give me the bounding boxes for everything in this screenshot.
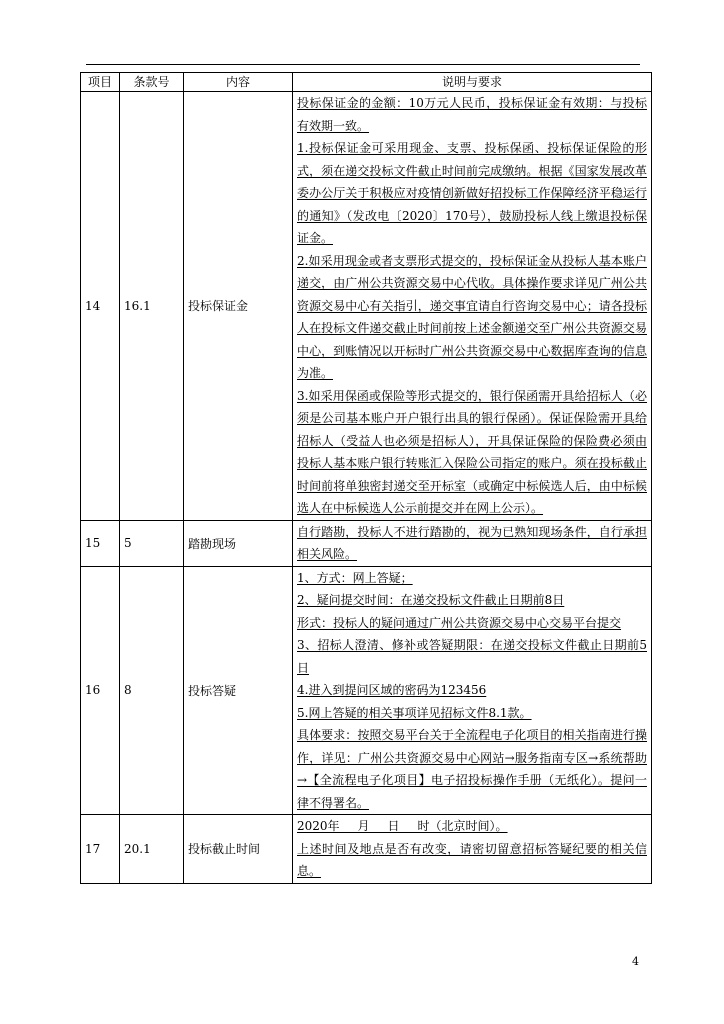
description-line: 4.进入到提问区域的密码为123456 bbox=[297, 683, 487, 697]
page-number: 4 bbox=[632, 955, 639, 968]
description-line: 自行踏勘，投标人不进行踏勘的，视为已熟知现场条件，自行承担相关风险。 bbox=[297, 524, 647, 561]
description-line: 投标保证金的金额：10万元人民币，投标保证金有效期：与投标有效期一致。 bbox=[297, 96, 647, 133]
content-title: 投标截止时间 bbox=[184, 815, 293, 884]
requirements-table bbox=[80, 72, 652, 884]
item-number: 16 bbox=[81, 566, 120, 815]
table-header-row bbox=[81, 73, 652, 92]
header-rule bbox=[86, 64, 640, 65]
header-item: 项目 bbox=[81, 73, 120, 92]
header-clause: 条款号 bbox=[120, 73, 184, 92]
header-content: 内容 bbox=[184, 73, 293, 92]
content-title: 投标保证金 bbox=[184, 92, 293, 521]
content-title: 踏勘现场 bbox=[184, 520, 293, 566]
item-number: 14 bbox=[81, 92, 120, 521]
description-line: 2.如采用现金或者支票形式提交的，投标保证金从投标人基本账户递交，由广州公共资源交易中心代收。具体操作要求详见广州公共资源交易中心有关指引，递交事宜请自行咨询交易中心；请各投标人在投标文件递交截止时间前按上述金额递交至广州公共资源交易中心，到账情况以开标时广州公共资源交易中心数据库查询的信息为准。 bbox=[297, 253, 647, 380]
table-row bbox=[81, 815, 652, 884]
description-line: 5.网上答疑的相关事项详见招标文件8.1款。 bbox=[297, 705, 532, 720]
description-line: 3.如采用保函或保险等形式提交的，银行保函需开具给招标人（必须是公司基本账户开户银行出具的银行保函）。保证保险需开具给招标人（受益人也必须是招标人），开具保证保险的保险费必须由投标人基本账户银行转账汇入保险公司指定的账户。须在投标截止时间前将单独密封递交至开标室（或确定中标候选人后，由中标候选人在中标候选人公示前提交并在网上公示）。 bbox=[297, 388, 647, 515]
content-title: 投标答疑 bbox=[184, 566, 293, 815]
description-line: 2、疑问提交时间：在递交投标文件截止日期前8日 bbox=[297, 593, 565, 607]
description-line: 3、招标人澄清、修补或答疑期限：在递交投标文件截止日期前5日 bbox=[297, 638, 647, 675]
description-cell bbox=[293, 92, 652, 521]
clause-number: 16.1 bbox=[120, 92, 184, 521]
description-line: 2020年___月___日___时（北京时间）。 bbox=[297, 819, 508, 833]
description-cell bbox=[293, 520, 652, 566]
clause-number: 5 bbox=[120, 520, 184, 566]
header-description: 说明与要求 bbox=[293, 73, 652, 92]
clause-number: 8 bbox=[120, 566, 184, 815]
description-line: 上述时间及地点是否有改变，请密切留意招标答疑纪要的相关信息。 bbox=[297, 841, 647, 878]
item-number: 17 bbox=[81, 815, 120, 884]
item-number: 15 bbox=[81, 520, 120, 566]
table-row bbox=[81, 520, 652, 566]
description-line: 1.投标保证金可采用现金、支票、投标保函、投标保证保险的形式，须在递交投标文件截止时间前完成缴纳。根据《国家发展改革委办公厅关于积极应对疫情创新做好招投标工作保障经济平稳运行的通知》（发改电〔2020〕170号），鼓励投标人线上缴退投标保证金。 bbox=[297, 141, 647, 245]
table-row bbox=[81, 92, 652, 521]
clause-number: 20.1 bbox=[120, 815, 184, 884]
description-line: 形式：投标人的疑问通过广州公共资源交易中心交易平台提交 bbox=[297, 615, 622, 630]
description-line: 具体要求：按照交易平台关于全流程电子化项目的相关指南进行操作，详见：广州公共资源交易中心网站→服务指南专区→系统帮助→【全流程电子化项目】电子招投标操作手册（无纸化）。提问一律不得署名。 bbox=[297, 728, 647, 810]
description-cell bbox=[293, 566, 652, 815]
description-cell bbox=[293, 815, 652, 884]
description-line: 1、方式：网上答疑； bbox=[297, 570, 413, 585]
table-row bbox=[81, 566, 652, 815]
